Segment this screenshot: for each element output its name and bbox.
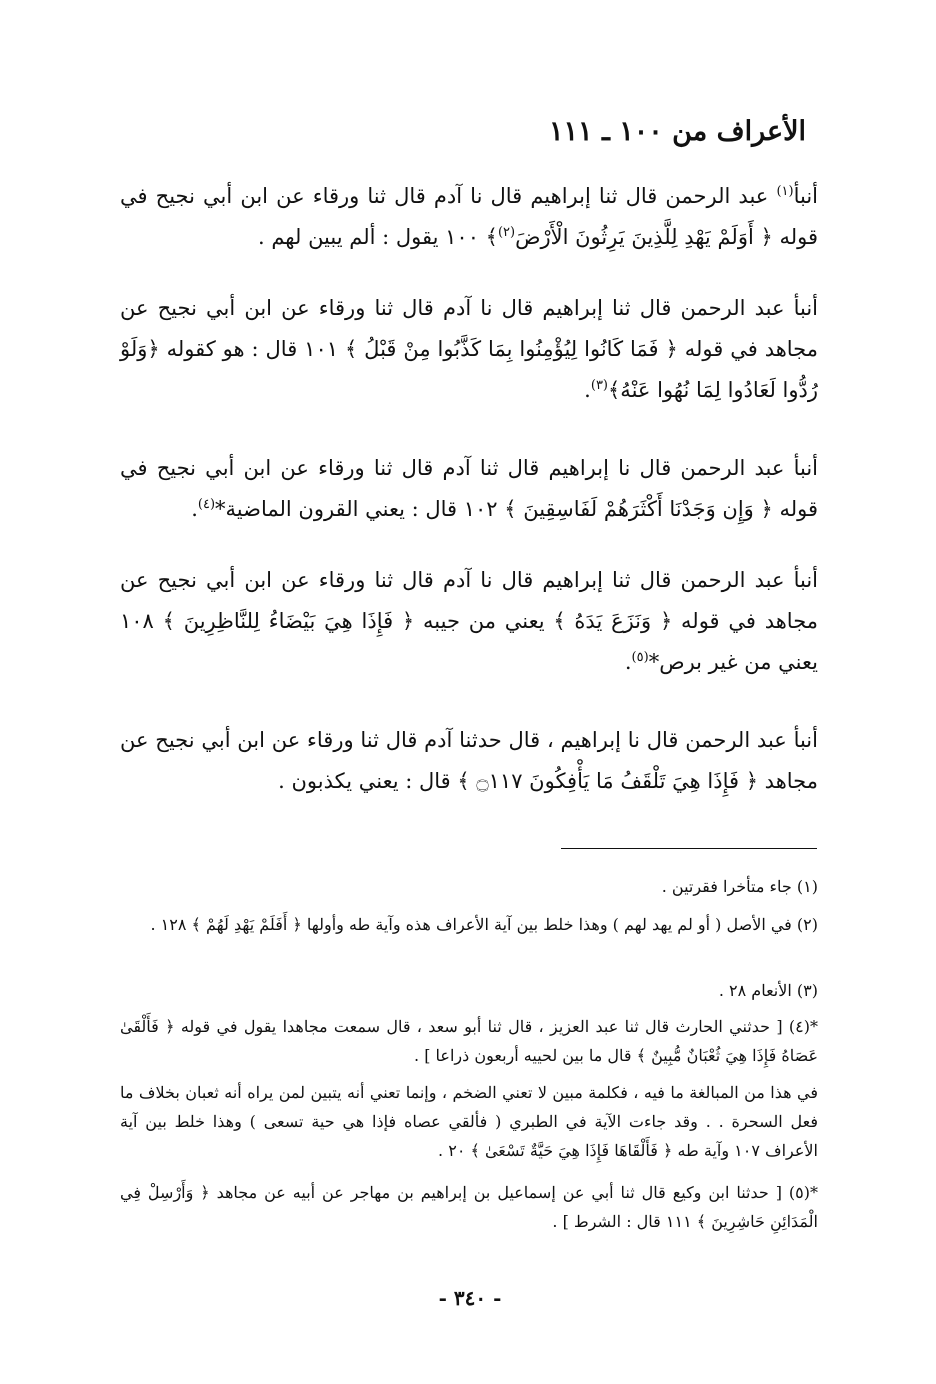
paragraph-text: أنبأ عبد الرحمن قال نا إبراهيم قال ثنا آدم قال ثنا ورقاء عن ابن أبي نجيح في قوله ﴿ وَإِن وَجَدْنَا أَكْثَرَهُمْ لَفَاسِقِينَ ﴾ ١٠٢ قال : يعني القرون الماضية* xyxy=(120,456,818,521)
footnote-ref: (٣) xyxy=(590,378,608,393)
paragraph-2 xyxy=(120,288,818,411)
paragraph-5 xyxy=(120,720,818,802)
paragraph-tail: . xyxy=(584,378,591,402)
paragraph-3 xyxy=(120,448,818,530)
paragraph-4 xyxy=(120,560,818,683)
footnote-1: (١) جاء متأخرا فقرتين . xyxy=(661,877,818,896)
paragraph-text: أنبأ xyxy=(793,184,818,208)
paragraph-tail: . xyxy=(624,650,632,674)
footnote-3: (٣) الأنعام ٢٨ . xyxy=(718,981,818,1000)
paragraph-text: أنبأ عبد الرحمن قال نا إبراهيم ، قال حدثنا آدم قال ثنا ورقاء عن ابن أبي نجيح عن مجاهد ﴿ فَإِذَا هِيَ تَلْقَفُ مَا يَأْفِكُونَ ۝١١٧ ﴾ قال : يعني يكذبون . xyxy=(120,728,818,793)
paragraph-text: عبد الرحمن قال ثنا إبراهيم قال نا آدم قال ثنا ورقاء عن ابن أبي نجيح في قوله ﴿ أَوَلَمْ يَهْدِ لِلَّذِينَ يَرِثُونَ الْأَرْضَ xyxy=(120,184,818,249)
footnote-ref: (٥) xyxy=(631,650,649,665)
paragraph-text: أنبأ عبد الرحمن قال ثنا إبراهيم قال نا آدم قال ثنا ورقاء عن ابن أبي نجيح عن مجاهد في قوله ﴿ وَنَزَعَ يَدَهُ ﴾ يعني من جيبه ﴿ فَإِذَا هِيَ بَيْضَاءُ لِلنَّاظِرِينَ ﴾ ١٠٨ يعني من غير برص* xyxy=(120,568,818,674)
footnote-ref: (٤) xyxy=(197,497,216,512)
paragraph-text: ﴾ ١٠٠ يقول : ألم يبين لهم . xyxy=(257,225,498,249)
footnote-2: (٢) في الأصل ( أو لم يهد لهم ) وهذا خلط بين آية الأعراف هذه وآية طه وأولها ﴿ أَفَلَمْ يَهْدِ لَهُمْ ﴾ ١٢٨ . xyxy=(150,915,818,934)
footnote-ref: (١) xyxy=(776,184,794,199)
footnote-4: *(٤) [ حدثني الحارث قال ثنا عبد العزيز ، قال ثنا أبو سعد ، قال سمعت مجاهدا يقول في قوله ﴿ فَأَلْقَىٰ عَصَاهُ فَإِذَا هِيَ ثُعْبَانٌ مُّبِينٌ ﴾ قال ما بين لحييه أربعون ذراعا ] . xyxy=(120,1017,818,1065)
paragraph-text: أنبأ عبد الرحمن قال ثنا إبراهيم قال نا آدم قال ثنا ورقاء عن ابن أبي نجيح عن مجاهد في قوله ﴿ فَمَا كَانُوا لِيُؤْمِنُوا بِمَا كَذَّبُوا مِنْ قَبْلُ ﴾ ١٠١ قال : هو كقوله ﴿وَلَوْ رُدُّوا لَعَادُوا لِمَا نُهُوا عَنْهُ﴾ xyxy=(120,296,818,402)
footnote-5: *(٥) [ حدثنا ابن وكيع قال ثنا أبي عن إسماعيل بن إبراهيم بن مهاجر عن أبيه عن مجاهد ﴿ وَأَرْسِلْ فِي الْمَدَائِنِ حَاشِرِينَ ﴾ ١١١ قال : الشرط ] . xyxy=(120,1183,819,1231)
footnote-divider xyxy=(561,848,817,849)
page-header-title: الأعراف من ١٠٠ ـ ١١١ xyxy=(549,116,806,147)
footnote-ref: (٢) xyxy=(497,225,516,240)
paragraph-tail: . xyxy=(191,497,198,521)
footnote-4-comment: في هذا من المبالغة ما فيه ، فكلمة مبين لا تعني الضخم ، وإنما تعني أنه يتبين لمن يراه أنه ثعبان بخلاف ما فعل السحرة . . وقد جاءت الآية في الطبري ( فألقي عصاه فإذا هي حية تسعى ) وهذا خلط بين آية الأعراف ١٠٧ وآية طه ﴿ فَأَلْقَاهَا فَإِذَا هِيَ حَيَّةٌ تَسْعَىٰ ﴾ ٢٠ . xyxy=(120,1083,818,1160)
page-number: - ٣٤٠ - xyxy=(438,1286,502,1310)
paragraph-1 xyxy=(120,176,818,258)
